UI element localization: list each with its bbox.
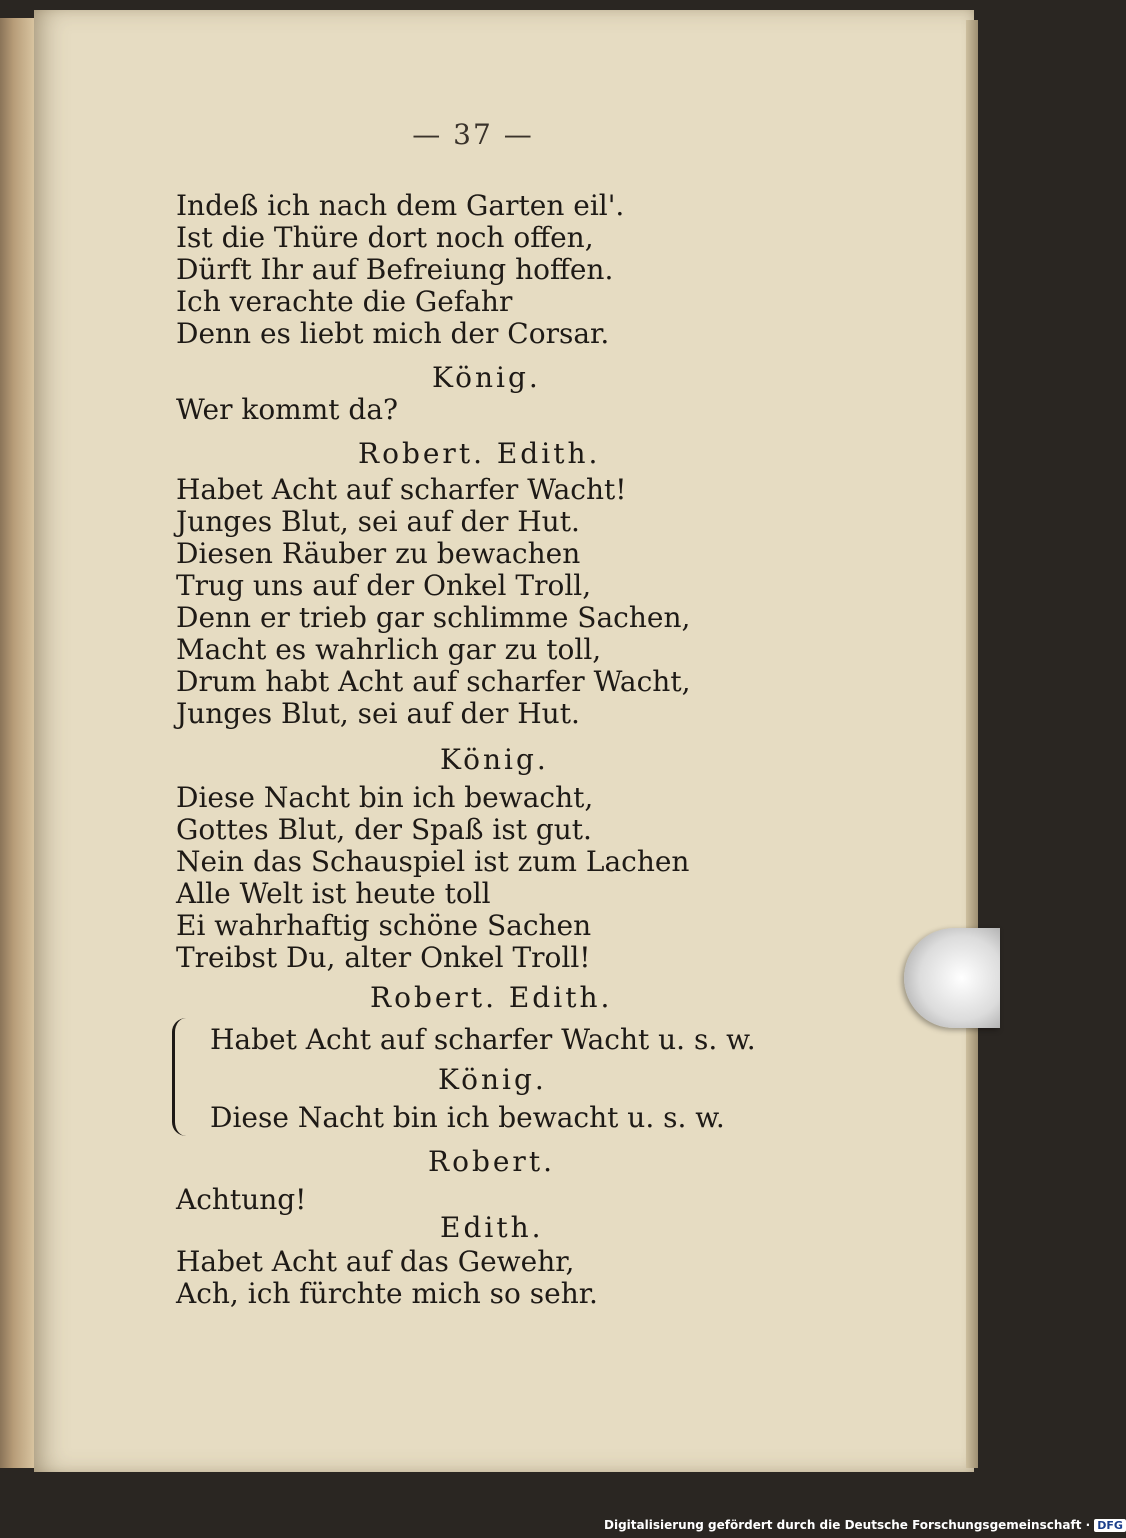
verse-line: Ich verachte die Gefahr <box>176 285 513 318</box>
dfg-logo: DFG <box>1094 1519 1126 1532</box>
verse-line: Achtung! <box>176 1183 307 1216</box>
verse-line: Nein das Schauspiel ist zum Lachen <box>176 845 690 878</box>
verse-line: Diese Nacht bin ich bewacht, <box>176 781 594 814</box>
speaker-heading: König. <box>438 1063 547 1096</box>
verse-line: Ach, ich fürchte mich so sehr. <box>176 1277 598 1310</box>
speaker-heading: Edith. <box>440 1211 544 1244</box>
verse-line: Denn er trieb gar schlimme Sachen, <box>176 601 691 634</box>
verse-line: Diesen Räuber zu bewachen <box>176 537 581 570</box>
verse-line: Gottes Blut, der Spaß ist gut. <box>176 813 592 846</box>
verse-line: Trug uns auf der Onkel Troll, <box>176 569 592 602</box>
speaker-heading: König. <box>432 361 541 394</box>
verse-line: Habet Acht auf scharfer Wacht u. s. w. <box>210 1023 756 1056</box>
verse-line: Wer kommt da? <box>176 393 399 426</box>
verse-line: Habet Acht auf das Gewehr, <box>176 1245 575 1278</box>
page-number: — 37 — <box>412 118 534 151</box>
verse-line: Alle Welt ist heute toll <box>176 877 491 910</box>
verse-line: Ei wahrhaftig schöne Sachen <box>176 909 592 942</box>
speaker-heading: Robert. Edith. <box>370 981 613 1014</box>
verse-line: Macht es wahrlich gar zu toll, <box>176 633 602 666</box>
speaker-heading: Robert. <box>428 1145 555 1178</box>
verse-line: Ist die Thüre dort noch offen, <box>176 221 594 254</box>
digitization-credit <box>604 1518 1123 1532</box>
verse-line: Drum habt Acht auf scharfer Wacht, <box>176 665 691 698</box>
credit-text: Digitalisierung gefördert durch die Deutsche Forschungsgemeinschaft · <box>604 1518 1091 1532</box>
verse-line: Junges Blut, sei auf der Hut. <box>176 697 580 730</box>
verse-line: Indeß ich nach dem Garten eil'. <box>176 189 625 222</box>
verse-line: Dürft Ihr auf Befreiung hoffen. <box>176 253 614 286</box>
verse-line: Junges Blut, sei auf der Hut. <box>176 505 580 538</box>
verse-line: Treibst Du, alter Onkel Troll! <box>176 941 591 974</box>
verse-line: Denn es liebt mich der Corsar. <box>176 317 610 350</box>
speaker-heading: Robert. Edith. <box>358 437 601 470</box>
speaker-heading: König. <box>440 743 549 776</box>
verse-line: Habet Acht auf scharfer Wacht! <box>176 473 627 506</box>
curly-brace <box>172 1018 191 1136</box>
verse-line: Diese Nacht bin ich bewacht u. s. w. <box>210 1101 725 1134</box>
